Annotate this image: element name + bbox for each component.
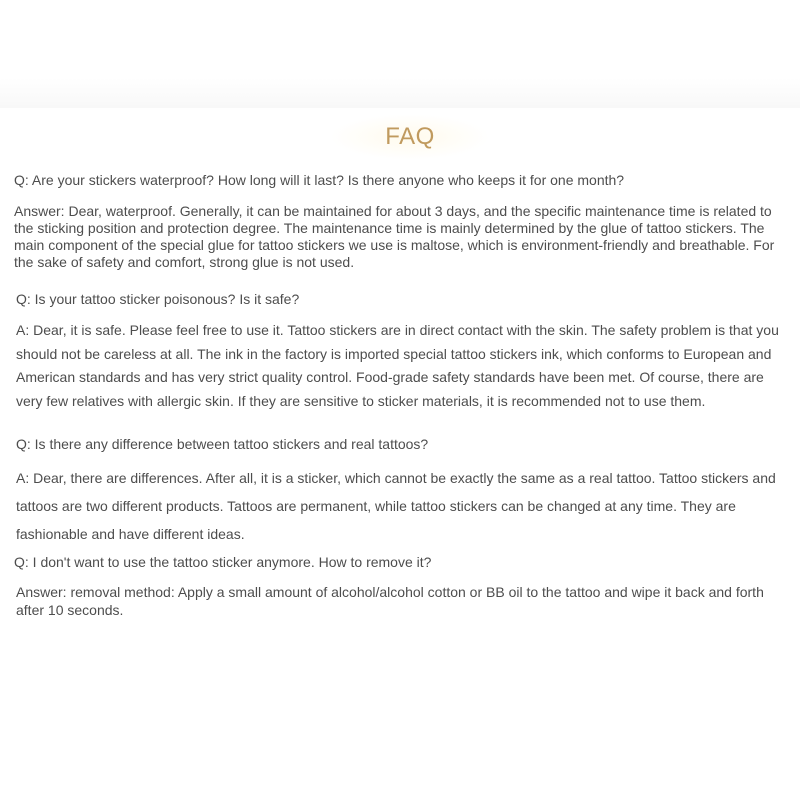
faq-answer-2: A: Dear, it is safe. Please feel free to use it. Tattoo stickers are in direct contact with the skin. The safety problem is that you should not be careless at all. The ink in the factory is imported special tattoo stickers ink, which conforms to European and American standards and has very strict quality control. Food-grade safety standards have been met. Of course, there are very few relatives with allergic skin. If they are sensitive to sticker materials, it is recommended not to use them. — [16, 322, 779, 409]
faq-question-4: Q: I don't want to use the tattoo sticker anymore. How to remove it? — [14, 554, 432, 570]
faq-title-banner — [330, 114, 490, 160]
faq-title: FAQ — [385, 123, 435, 150]
faq-question-1: Q: Are your stickers waterproof? How long will it last? Is there anyone who keeps it for one month? — [14, 172, 625, 188]
faq-question-3: Q: Is there any difference between tattoo stickers and real tattoos? — [16, 436, 429, 452]
faq-question-2: Q: Is your tattoo sticker poisonous? Is it safe? — [16, 291, 300, 307]
faq-answer-1: Answer: Dear, waterproof. Generally, it can be maintained for about 3 days, and the specific maintenance time is related to the sticking position and protection degree. The maintenance time is mainly determined by the glue of tattoo stickers. The main component of the special glue for tattoo stickers we use is maltose, which is environment-friendly and breathable. For the sake of safety and comfort, strong glue is not used. — [14, 203, 775, 270]
faq-answer-4: Answer: removal method: Apply a small amount of alcohol/alcohol cotton or BB oil to the tattoo and wipe it back and forth after 10 seconds. — [16, 584, 764, 618]
faq-answer-3: A: Dear, there are differences. After all, it is a sticker, which cannot be exactly the same as a real tattoo. Tattoo stickers and tattoos are two different products. Tattoos are permanent, while tattoo stickers can be changed at any time. They are fashionable and have different ideas. — [16, 470, 776, 542]
header-band — [0, 78, 800, 108]
